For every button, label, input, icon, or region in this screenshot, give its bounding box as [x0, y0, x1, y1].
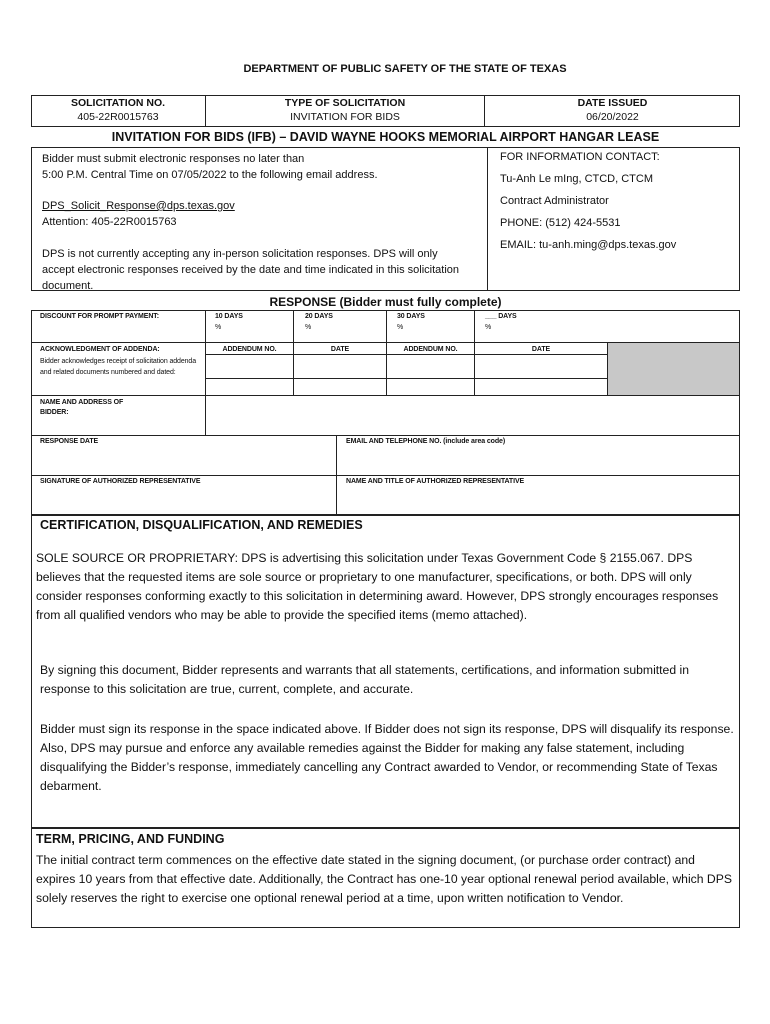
name-title-input[interactable]: [337, 488, 739, 514]
discount-custom-pct[interactable]: %: [485, 324, 492, 331]
submission-instructions: [42, 151, 472, 294]
discount-20-days: 20 DAYS: [305, 313, 333, 320]
in-person-note: DPS is not currently accepting any in-person solicitation responses. DPS will only accept electronic responses received by the date and time indicated in this solicitation document.: [42, 248, 460, 292]
addendum-no-header-1: ADDENDUM NO.: [222, 346, 277, 353]
agency-title: DEPARTMENT OF PUBLIC SAFETY OF THE STATE OF TEXAS: [243, 63, 567, 75]
submission-line-2: 5:00 P.M. Central Time on 07/05/2022 to the following email address.: [42, 169, 378, 181]
discount-label: DISCOUNT FOR PROMPT PAYMENT:: [40, 313, 159, 320]
addendum-date-input-1[interactable]: [294, 355, 386, 378]
addenda-label: ACKNOWLEDGMENT OF ADDENDA:: [40, 346, 160, 353]
addenda-note: Bidder acknowledges receipt of solicitation addenda and related documents numbered and dated:: [40, 358, 197, 376]
solicitation-type-value: INVITATION FOR BIDS: [290, 111, 400, 123]
submission-line-1: Bidder must submit electronic responses no later than: [42, 153, 305, 165]
addendum-date-header-1: DATE: [330, 346, 350, 353]
ifb-title: INVITATION FOR BIDS (IFB) – DAVID WAYNE HOOKS MEMORIAL AIRPORT HANGAR LEASE: [111, 130, 660, 144]
solicitation-type-label: TYPE OF SOLICITATION: [284, 97, 406, 109]
date-issued-value: 06/20/2022: [586, 111, 639, 123]
submission-email-link[interactable]: DPS_Solicit_Response@dps.texas.gov: [42, 200, 235, 212]
disqualification-paragraph: Bidder must sign its response in the space indicated above. If Bidder does not sign its response, DPS will disqualify its response. Also, DPS may pursue and enforce any available remedies against the Bidder for making any false statement, including disqualifying the Bidder’s response, immediately cancelling any Contract awarded to Vendor, or recommending State of Texas debarment.: [40, 722, 734, 793]
name-title-label: NAME AND TITLE OF AUTHORIZED REPRESENTATIVE: [346, 478, 525, 485]
response-heading: RESPONSE (Bidder must fully complete): [269, 295, 502, 309]
contact-email: EMAIL: tu-anh.ming@dps.texas.gov: [500, 239, 677, 251]
name-address-label: NAME AND ADDRESS OF BIDDER:: [40, 399, 124, 416]
term-paragraph: The initial contract term commences on the effective date stated in the signing document, (or purchase order contract) and expires 10 years from that effective date. Additionally, the Contract has one-10 year optional renewal period available, which DPS solely reserves the right to exercise one optional renewal period at a time, upon written notification to Vendor.: [36, 853, 732, 905]
contact-phone: PHONE: (512) 424-5531: [500, 217, 621, 229]
contact-heading: FOR INFORMATION CONTACT:: [500, 151, 660, 163]
response-date-input[interactable]: [32, 448, 335, 474]
addendum-date-input-2[interactable]: [475, 355, 607, 378]
discount-20-pct[interactable]: %: [305, 324, 312, 331]
representation-paragraph: By signing this document, Bidder represents and warrants that all statements, certifications, and information submitted in response to this solicitation are true, current, complete, and accurate.: [40, 663, 689, 696]
email-phone-label: EMAIL AND TELEPHONE NO. (include area code): [346, 438, 506, 445]
addendum-no-input-4[interactable]: [387, 379, 474, 395]
addendum-no-header-2: ADDENDUM NO.: [403, 346, 458, 353]
addendum-no-input-3[interactable]: [206, 379, 293, 395]
discount-10-pct[interactable]: %: [215, 324, 222, 331]
addenda-shaded-area: [608, 343, 739, 395]
signature-label: SIGNATURE OF AUTHORIZED REPRESENTATIVE: [40, 478, 201, 485]
signature-input[interactable]: [32, 488, 335, 514]
solicitation-no-value: 405-22R0015763: [77, 111, 159, 123]
solicitation-no-cell: [31, 97, 205, 123]
discount-30-pct[interactable]: %: [397, 324, 404, 331]
term-heading: TERM, PRICING, AND FUNDING: [36, 832, 225, 846]
contact-name: Tu-Anh Le mIng, CTCD, CTCM: [500, 173, 654, 185]
contact-title: Contract Administrator: [500, 195, 609, 207]
certification-heading: CERTIFICATION, DISQUALIFICATION, AND REMEDIES: [40, 518, 363, 532]
addendum-date-input-3[interactable]: [294, 379, 386, 395]
addendum-no-input-1[interactable]: [206, 355, 293, 378]
solicitation-no-label: SOLICITATION NO.: [70, 97, 166, 109]
response-date-label: RESPONSE DATE: [40, 438, 99, 445]
addendum-date-header-2: DATE: [531, 346, 551, 353]
email-phone-input[interactable]: [337, 448, 739, 474]
discount-30-days: 30 DAYS: [397, 313, 425, 320]
name-address-input[interactable]: [206, 396, 739, 435]
discount-10-days: 10 DAYS: [215, 313, 243, 320]
sole-source-paragraph: SOLE SOURCE OR PROPRIETARY: DPS is advertising this solicitation under Texas Government Code § 2155.067. DPS believes that the requested items are sole source or proprietary to one manufacturer, specifications, or both. DPS will only consider responses conforming exactly to this solicitation in determining award. However, DPS strongly encourages responses from all qualified vendors who may be able to provide the specified items (memo attached).: [36, 551, 719, 622]
addendum-date-input-4[interactable]: [475, 379, 607, 395]
addendum-no-input-2[interactable]: [387, 355, 474, 378]
date-issued-label: DATE ISSUED: [577, 97, 648, 109]
date-issued-cell: [485, 97, 740, 123]
discount-custom-days[interactable]: ___ DAYS: [485, 313, 517, 320]
solicitation-type-cell: [206, 97, 484, 123]
attention-line: Attention: 405-22R0015763: [42, 216, 177, 228]
contact-block: [500, 151, 735, 251]
